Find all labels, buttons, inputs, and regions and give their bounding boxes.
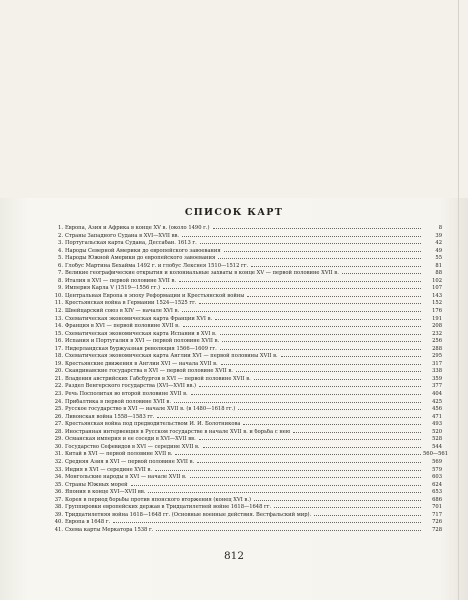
item-number: 33. bbox=[54, 466, 63, 473]
list-item bbox=[52, 278, 442, 286]
item-number: 36. bbox=[54, 489, 63, 496]
item-number: 23. bbox=[54, 391, 63, 398]
item-title: Государство Сефевидов в XVI — середине XVII в. bbox=[65, 443, 200, 450]
list-item bbox=[52, 504, 442, 512]
dot-leader bbox=[247, 296, 421, 297]
list-item bbox=[52, 429, 442, 437]
list-item bbox=[52, 512, 442, 520]
item-title: Корея в период борьбы против японского вторжения (конец XVI в.) bbox=[65, 496, 251, 503]
item-title: Прибалтика в первой половине XVII в. bbox=[65, 398, 172, 405]
dot-leader bbox=[179, 281, 421, 282]
item-page: 8 bbox=[438, 225, 442, 231]
item-page: 143 bbox=[432, 292, 442, 299]
dot-leader bbox=[197, 462, 421, 463]
item-page: 42 bbox=[435, 240, 442, 247]
item-number: 12. bbox=[54, 308, 63, 315]
page-edge-shadow bbox=[458, 0, 459, 600]
item-title: Франция в XVI — первой половине XVII в. bbox=[65, 323, 180, 330]
item-title: Ливонская война 1558—1583 гг. bbox=[65, 413, 155, 420]
item-title: Владения австрийских Габсбургов в XVI — первой половине XVII в. bbox=[65, 375, 251, 382]
item-number: 8. bbox=[58, 277, 63, 284]
item-title: Испания и Португалия в XVI — первой половине XVII в. bbox=[65, 338, 220, 345]
dot-leader bbox=[251, 266, 421, 267]
item-number: 9. bbox=[58, 285, 63, 292]
list-item bbox=[52, 497, 442, 505]
map-list bbox=[52, 225, 448, 534]
list-item bbox=[52, 459, 442, 467]
item-number: 15. bbox=[54, 330, 63, 337]
item-number: 6. bbox=[58, 262, 63, 269]
item-number: 21. bbox=[54, 375, 63, 382]
item-number: 41. bbox=[54, 526, 63, 533]
dot-leader bbox=[243, 424, 421, 425]
item-number: 40. bbox=[54, 519, 63, 526]
item-title: Схематическая экономическая карта Франции XVI в. bbox=[65, 315, 213, 322]
dot-leader bbox=[163, 288, 421, 289]
item-page: 256 bbox=[432, 338, 442, 345]
list-item bbox=[52, 391, 442, 399]
dot-leader bbox=[218, 258, 421, 259]
item-number: 16. bbox=[54, 338, 63, 345]
dot-leader bbox=[293, 432, 421, 433]
item-title: Италия в XVI — первой половине XVII в. bbox=[65, 277, 177, 284]
list-item bbox=[52, 346, 442, 354]
item-title: Схематическая экономическая карта Испании в XVI в. bbox=[65, 330, 217, 337]
list-item bbox=[52, 368, 442, 376]
item-title: Европа, Азия и Африка в конце XV в. (около 1490 г.) bbox=[65, 225, 210, 231]
dot-leader bbox=[199, 303, 421, 304]
dot-leader bbox=[183, 326, 421, 327]
item-number: 27. bbox=[54, 421, 63, 428]
dot-leader bbox=[191, 394, 421, 395]
list-item bbox=[52, 421, 442, 429]
item-page: 107 bbox=[432, 285, 442, 292]
list-item bbox=[52, 225, 442, 233]
dot-leader bbox=[274, 507, 421, 508]
item-title: Швейцарский союз в XIV — начале XVI в. bbox=[65, 308, 180, 315]
item-page: 39 bbox=[435, 232, 442, 239]
item-page: 717 bbox=[432, 511, 442, 518]
item-number: 19. bbox=[54, 360, 63, 367]
item-number: 34. bbox=[54, 474, 63, 481]
list-item bbox=[52, 316, 442, 324]
item-title: Монгольские народы в XVI — начале XVII в. bbox=[65, 474, 187, 481]
list-item bbox=[52, 467, 442, 475]
dot-leader bbox=[156, 530, 421, 531]
dot-leader bbox=[182, 311, 421, 312]
list-item bbox=[52, 248, 442, 256]
item-number: 17. bbox=[54, 345, 63, 352]
item-title: Империя Карла V (1519—1556 гг.) bbox=[65, 285, 161, 292]
item-page: 579 bbox=[432, 466, 442, 473]
item-title: Османская империя и ее соседи в XVI—XVII вв. bbox=[65, 436, 196, 443]
list-item bbox=[52, 233, 442, 241]
item-page: 569 bbox=[432, 458, 442, 465]
item-page: 359 bbox=[432, 375, 442, 382]
dot-leader bbox=[199, 386, 421, 387]
item-page: 176 bbox=[432, 308, 442, 315]
item-number: 35. bbox=[54, 481, 63, 488]
dot-leader bbox=[174, 402, 421, 403]
item-title: Схема карты Меркатора 1538 г. bbox=[65, 526, 154, 533]
list-item bbox=[52, 451, 448, 459]
item-page: 686 bbox=[432, 496, 442, 503]
item-number: 38. bbox=[54, 504, 63, 511]
item-page: 232 bbox=[432, 330, 442, 337]
list-item bbox=[52, 263, 442, 271]
dot-leader bbox=[190, 477, 421, 478]
item-title: Группировки европейских держав в Тридцатилетней войне 1618—1648 гг. bbox=[65, 504, 272, 511]
item-number: 24. bbox=[54, 398, 63, 405]
item-page: 288 bbox=[432, 345, 442, 352]
item-page: 560—561 bbox=[423, 451, 448, 458]
dot-leader bbox=[220, 349, 421, 350]
item-page: 338 bbox=[432, 368, 442, 375]
item-title: Глобус Мартина Бехайма 1492 г. и глобус Лекснея 1510—1512 гг. bbox=[65, 262, 249, 269]
dot-leader bbox=[236, 371, 421, 372]
item-title: Речь Посполитая во второй половине XVII в. bbox=[65, 391, 188, 398]
item-page: 726 bbox=[432, 519, 442, 526]
dot-leader bbox=[281, 356, 421, 357]
list-item bbox=[52, 240, 442, 248]
item-number: 11. bbox=[54, 300, 63, 307]
item-number: 1. bbox=[58, 225, 63, 231]
list-item bbox=[52, 270, 442, 278]
dot-leader bbox=[314, 515, 421, 516]
list-item bbox=[52, 353, 442, 361]
dot-leader bbox=[199, 439, 421, 440]
list-item bbox=[52, 399, 442, 407]
dot-leader bbox=[254, 500, 421, 501]
blank-top-margin bbox=[0, 0, 468, 198]
dot-leader bbox=[200, 243, 421, 244]
item-page: 520 bbox=[432, 428, 442, 435]
item-page: 528 bbox=[432, 436, 442, 443]
page-number: 812 bbox=[223, 550, 245, 562]
item-title: Крестьянская война под предводительством И. И. Болотникова bbox=[65, 421, 241, 428]
list-item bbox=[52, 527, 442, 535]
dot-leader bbox=[224, 251, 421, 252]
item-page: 493 bbox=[432, 421, 442, 428]
list-item bbox=[52, 444, 442, 452]
list-item bbox=[52, 285, 442, 293]
list-item bbox=[52, 361, 442, 369]
list-item bbox=[52, 489, 442, 497]
item-number: 39. bbox=[54, 511, 63, 518]
dot-leader bbox=[222, 341, 421, 342]
item-page: 49 bbox=[435, 247, 442, 254]
item-title: Раздел Венгерского государства (XVI—XVII вв.) bbox=[65, 383, 197, 390]
item-page: 404 bbox=[432, 391, 442, 398]
item-number: 31. bbox=[54, 451, 63, 458]
item-page: 295 bbox=[432, 353, 442, 360]
dot-leader bbox=[254, 379, 421, 380]
item-title: Крестьянская война в Германии 1524—1525 гг. bbox=[65, 300, 197, 307]
item-number: 37. bbox=[54, 496, 63, 503]
page-title: СПИСОК КАРТ bbox=[184, 207, 284, 218]
dot-leader bbox=[175, 454, 421, 455]
item-page: 701 bbox=[432, 504, 442, 511]
item-title: Страны Западного Судана в XVI—XVII вв. bbox=[65, 232, 180, 239]
list-item bbox=[52, 482, 442, 490]
item-page: 624 bbox=[432, 481, 442, 488]
item-page: 603 bbox=[432, 474, 442, 481]
item-number: 2. bbox=[58, 232, 63, 239]
list-item bbox=[52, 519, 442, 527]
item-page: 81 bbox=[435, 262, 442, 269]
dot-leader bbox=[131, 485, 421, 486]
item-number: 4. bbox=[58, 247, 63, 254]
item-title: Китай в XVI — первой половине XVII в. bbox=[65, 451, 173, 458]
item-title: Индия в XVI — середине XVII в. bbox=[65, 466, 153, 473]
item-title: Народы Южной Америки до европейского завоевания bbox=[65, 255, 216, 262]
item-page: 152 bbox=[432, 300, 442, 307]
item-number: 22. bbox=[54, 383, 63, 390]
item-number: 25. bbox=[54, 406, 63, 413]
item-number: 30. bbox=[54, 443, 63, 450]
item-page: 471 bbox=[432, 413, 442, 420]
item-number: 28. bbox=[54, 428, 63, 435]
item-number: 7. bbox=[58, 270, 63, 277]
list-item bbox=[52, 474, 442, 482]
item-number: 20. bbox=[54, 368, 63, 375]
item-title: Скандинавские государства в XVI — первой половине XVII в. bbox=[65, 368, 233, 375]
list-item bbox=[52, 383, 442, 391]
dot-leader bbox=[155, 470, 421, 471]
list-item bbox=[52, 331, 442, 339]
item-page: 88 bbox=[435, 270, 442, 277]
item-number: 14. bbox=[54, 323, 63, 330]
dot-leader bbox=[342, 273, 421, 274]
item-title: Великие географические открытия и колониальные захваты в конце XV — первой половине XVII в. bbox=[65, 270, 339, 277]
item-page: 425 bbox=[432, 398, 442, 405]
item-page: 55 bbox=[435, 255, 442, 262]
list-item bbox=[52, 436, 442, 444]
item-page: 102 bbox=[432, 277, 442, 284]
list-item bbox=[52, 308, 442, 316]
item-number: 13. bbox=[54, 315, 63, 322]
item-number: 5. bbox=[58, 255, 63, 262]
item-title: Страны Южных морей bbox=[65, 481, 128, 488]
dot-leader bbox=[203, 447, 421, 448]
item-page: 728 bbox=[432, 526, 442, 533]
item-number: 29. bbox=[54, 436, 63, 443]
item-title: Крестьянские движения в Англии XVI — начала XVII в. bbox=[65, 360, 218, 367]
item-title: Русское государство в XVI — начале XVII в. (в 1480—1618 гг.) bbox=[65, 406, 236, 413]
dot-leader bbox=[148, 492, 421, 493]
item-number: 10. bbox=[54, 292, 63, 299]
list-item bbox=[52, 323, 442, 331]
item-title: Тридцатилетняя война 1618—1648 гг. (Основные военные действия. Вестфальский мир). bbox=[65, 511, 312, 518]
list-item bbox=[52, 406, 442, 414]
dot-leader bbox=[221, 364, 421, 365]
item-title: Иностранная интервенция в Русском государстве в начале XVII в. и борьба с нею bbox=[65, 428, 291, 435]
item-number: 26. bbox=[54, 413, 63, 420]
item-title: Нидерландская буржуазная революция 1566—1609 гг. bbox=[65, 345, 217, 352]
item-number: 32. bbox=[54, 458, 63, 465]
dot-leader bbox=[113, 522, 421, 523]
item-number: 3. bbox=[58, 240, 63, 247]
item-page: 653 bbox=[432, 489, 442, 496]
item-page: 377 bbox=[432, 383, 442, 390]
item-title: Средняя Азия в XVI — первой половине XVII в. bbox=[65, 458, 195, 465]
dot-leader bbox=[182, 236, 421, 237]
dot-leader bbox=[220, 334, 421, 335]
item-number: 18. bbox=[54, 353, 63, 360]
dot-leader bbox=[215, 319, 421, 320]
item-page: 208 bbox=[432, 323, 442, 330]
list-item bbox=[52, 338, 442, 346]
item-title: Центральная Европа в эпоху Реформации и Крестьянской войны bbox=[65, 292, 245, 299]
item-title: Европа в 1648 г. bbox=[65, 519, 111, 526]
list-item bbox=[52, 414, 442, 422]
item-page: 317 bbox=[432, 360, 442, 367]
item-title: Португальская карта Судана, Дессабан. 1613 г. bbox=[65, 240, 197, 247]
item-page: 191 bbox=[432, 315, 442, 322]
list-item bbox=[52, 293, 442, 301]
item-page: 456 bbox=[432, 406, 442, 413]
dot-leader bbox=[238, 409, 421, 410]
dot-leader bbox=[157, 417, 421, 418]
item-title: Народы Северной Америки до европейского завоевания bbox=[65, 247, 221, 254]
item-page: 544 bbox=[432, 443, 442, 450]
dot-leader bbox=[213, 228, 421, 229]
item-title: Япония в конце XVI—XVII вв. bbox=[65, 489, 146, 496]
list-item bbox=[52, 255, 442, 263]
item-title: Схематическая экономическая карта Англии XVI — первой половины XVII в. bbox=[65, 353, 278, 360]
list-item bbox=[52, 300, 442, 308]
list-item bbox=[52, 376, 442, 384]
